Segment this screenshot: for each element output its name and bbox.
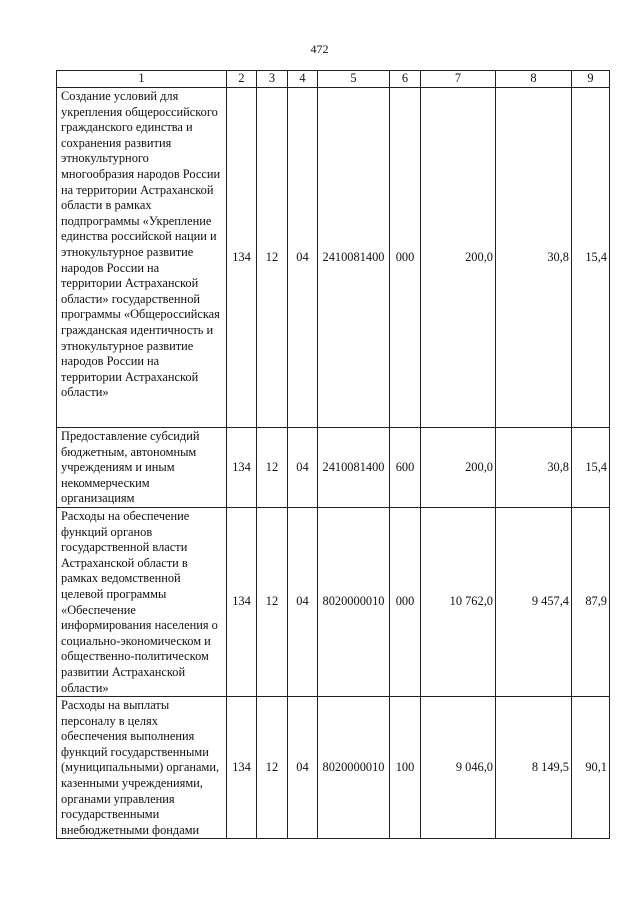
section-code-cell: 12 <box>257 507 288 696</box>
column-header: 8 <box>496 71 572 88</box>
expense-type-cell: 000 <box>390 88 421 428</box>
executed-amount-cell: 30,8 <box>496 88 572 428</box>
target-article-cell: 2410081400 <box>318 428 390 508</box>
expense-type-cell: 100 <box>390 697 421 839</box>
column-header: 2 <box>227 71 257 88</box>
percent-cell: 15,4 <box>572 428 610 508</box>
expense-name-cell: Предоставление субсидий бюджетным, автономным учреждениям и иным некоммерческим организациям <box>57 428 227 508</box>
ministry-code-cell: 134 <box>227 507 257 696</box>
executed-amount-cell: 9 457,4 <box>496 507 572 696</box>
table-row <box>57 697 610 839</box>
percent-cell: 87,9 <box>572 507 610 696</box>
target-article-cell: 2410081400 <box>318 88 390 428</box>
target-article-cell: 8020000010 <box>318 697 390 839</box>
column-header: 1 <box>57 71 227 88</box>
section-code-cell: 12 <box>257 697 288 839</box>
ministry-code-cell: 134 <box>227 88 257 428</box>
column-header: 3 <box>257 71 288 88</box>
expense-name-cell: Создание условий для укрепления общероссийского гражданского единства и сохранения развития этнокультурного многообразия народов России на территории Астраханской области в рамках подпрограммы «Укрепление единства российской нации и этнокультурное развитие народов России на территории Астраханской области» государственной программы «Общероссийская гражданская идентичность и этнокультурное развитие народов России на территории Астраханской области» <box>57 88 227 428</box>
section-code-cell: 12 <box>257 88 288 428</box>
percent-cell: 15,4 <box>572 88 610 428</box>
executed-amount-cell: 8 149,5 <box>496 697 572 839</box>
column-header: 7 <box>421 71 496 88</box>
expense-type-cell: 000 <box>390 507 421 696</box>
column-header: 4 <box>288 71 318 88</box>
subsection-code-cell: 04 <box>288 428 318 508</box>
subsection-code-cell: 04 <box>288 507 318 696</box>
table-row <box>57 88 610 428</box>
column-header: 5 <box>318 71 390 88</box>
subsection-code-cell: 04 <box>288 697 318 839</box>
planned-amount-cell: 200,0 <box>421 88 496 428</box>
subsection-code-cell: 04 <box>288 88 318 428</box>
section-code-cell: 12 <box>257 428 288 508</box>
table-row <box>57 507 610 696</box>
planned-amount-cell: 10 762,0 <box>421 507 496 696</box>
table-header-row <box>57 71 610 88</box>
ministry-code-cell: 134 <box>227 428 257 508</box>
target-article-cell: 8020000010 <box>318 507 390 696</box>
expense-name-cell: Расходы на выплаты персоналу в целях обеспечения выполнения функций государственными (муниципальными) органами, казенными учреждениями, органами управления государственными внебюджетными фондами <box>57 697 227 839</box>
table-row <box>57 428 610 508</box>
ministry-code-cell: 134 <box>227 697 257 839</box>
column-header: 6 <box>390 71 421 88</box>
percent-cell: 90,1 <box>572 697 610 839</box>
planned-amount-cell: 9 046,0 <box>421 697 496 839</box>
budget-table <box>56 70 610 839</box>
expense-name-cell: Расходы на обеспечение функций органов государственной власти Астраханской области в рамках ведомственной целевой программы «Обеспечение информирования населения о социально-экономическом и общественно-политическом развитии Астраханской области» <box>57 507 227 696</box>
planned-amount-cell: 200,0 <box>421 428 496 508</box>
page-number: 472 <box>310 42 329 56</box>
column-header: 9 <box>572 71 610 88</box>
expense-type-cell: 600 <box>390 428 421 508</box>
executed-amount-cell: 30,8 <box>496 428 572 508</box>
